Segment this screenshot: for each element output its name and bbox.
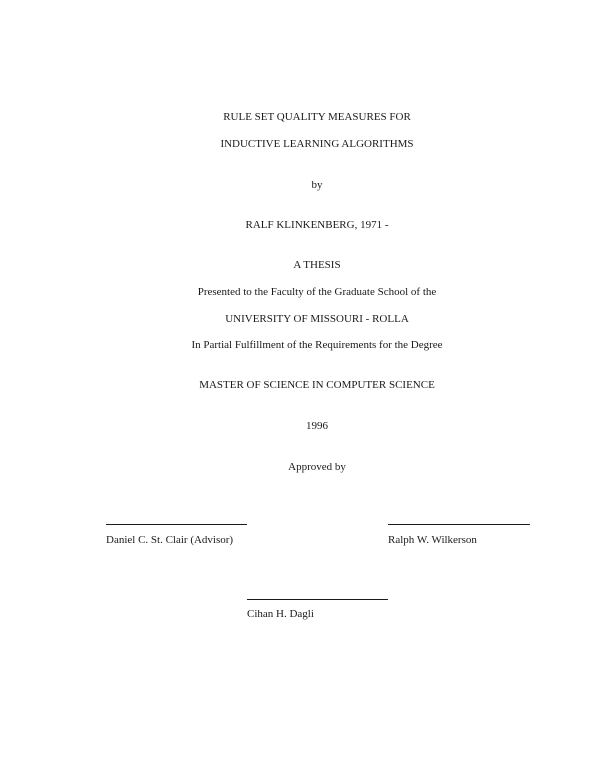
advisor-signature-line [106,524,247,525]
thesis-title-line-2: INDUCTIVE LEARNING ALGORITHMS [220,138,414,150]
university-name: UNIVERSITY OF MISSOURI - ROLLA [225,313,409,325]
committee-member-2-name: Cihan H. Dagli [247,608,314,620]
document-type: A THESIS [293,259,341,271]
advisor-name: Daniel C. St. Clair (Advisor) [106,534,234,546]
thesis-title-line-1: RULE SET QUALITY MEASURES FOR [223,111,411,123]
approved-by-label: Approved by [288,461,346,473]
author-name: RALF KLINKENBERG, 1971 - [245,219,389,231]
by-line: by [311,179,323,191]
presented-to-line: Presented to the Faculty of the Graduate School of the [197,286,437,298]
committee-member-1-name: Ralph W. Wilkerson [388,534,477,546]
fulfillment-line: In Partial Fulfillment of the Requirements for the Degree [191,339,443,351]
degree-name: MASTER OF SCIENCE IN COMPUTER SCIENCE [199,379,435,391]
committee-member-1-signature-line [388,524,530,525]
thesis-year: 1996 [306,420,328,432]
committee-member-2-signature-line [247,599,388,600]
